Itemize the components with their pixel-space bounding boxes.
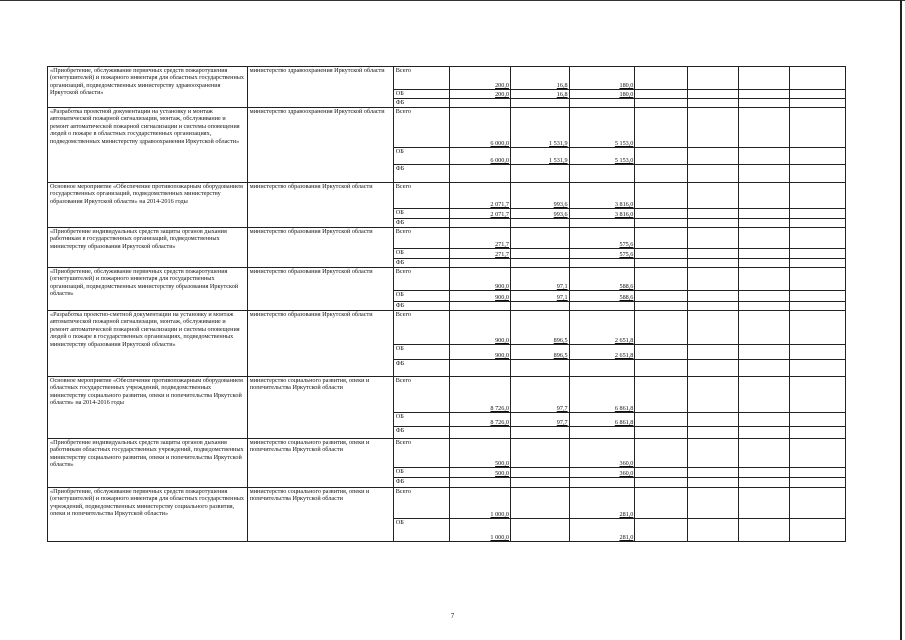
empty-cell <box>789 209 845 219</box>
executor-cell: министерство здравоохранения Иркутской области <box>247 108 393 183</box>
empty-cell <box>688 302 739 311</box>
table-row <box>48 108 846 148</box>
amount-cell-3 <box>569 302 635 311</box>
empty-cell <box>688 108 739 148</box>
funding-source-cell: ФБ <box>393 360 449 377</box>
amount-cell-3: 5 153,0 <box>569 108 635 148</box>
empty-cell <box>789 90 845 99</box>
empty-cell <box>688 478 739 488</box>
amount-cell-1: 271,7 <box>449 228 510 249</box>
table-row <box>48 268 846 291</box>
amount-cell-3 <box>569 99 635 108</box>
empty-cell <box>688 488 739 519</box>
amount-cell-3: 3 816,0 <box>569 209 635 219</box>
amount-cell-2 <box>510 259 569 268</box>
empty-cell <box>739 99 789 108</box>
amount-cell-3: 588,6 <box>569 268 635 291</box>
executor-cell: министерство образования Иркутской области <box>247 183 393 228</box>
empty-cell <box>739 108 789 148</box>
empty-cell <box>635 302 688 311</box>
amount-cell-2: 896,5 <box>510 311 569 345</box>
empty-cell <box>688 148 739 165</box>
empty-cell <box>739 67 789 90</box>
funding-source-cell: Всего <box>393 108 449 148</box>
empty-cell <box>739 228 789 249</box>
amount-cell-2: 16,8 <box>510 67 569 90</box>
amount-cell-3 <box>569 427 635 439</box>
amount-cell-2: 97,7 <box>510 413 569 427</box>
amount-cell-2 <box>510 488 569 519</box>
empty-cell <box>739 439 789 468</box>
empty-cell <box>635 468 688 478</box>
amount-cell-3 <box>569 165 635 183</box>
empty-cell <box>635 291 688 302</box>
amount-cell-3 <box>569 360 635 377</box>
empty-cell <box>635 360 688 377</box>
empty-cell <box>789 302 845 311</box>
empty-cell <box>789 519 845 542</box>
empty-cell <box>635 311 688 345</box>
program-activities-table <box>47 66 846 542</box>
amount-cell-1: 1 000,0 <box>449 488 510 519</box>
empty-cell <box>789 249 845 259</box>
amount-cell-1: 8 726,0 <box>449 413 510 427</box>
funding-source-cell: ОБ <box>393 291 449 302</box>
amount-cell-2: 16,8 <box>510 90 569 99</box>
empty-cell <box>635 209 688 219</box>
empty-cell <box>688 468 739 478</box>
amount-cell-2: 993,6 <box>510 209 569 219</box>
amount-cell-2 <box>510 360 569 377</box>
empty-cell <box>688 377 739 413</box>
activity-name-cell: «Разработка проектно-сметной документации на установку и монтаж автоматической пожарной сигнализации, монтаж, обслуживание и ремонт автоматической пожарной сигнализации и системы оповещения людей о пожаре в государственных организациях, подведомственных министерству образования Иркутской области» <box>48 311 248 377</box>
empty-cell <box>739 377 789 413</box>
empty-cell <box>739 183 789 209</box>
amount-cell-1: 8 726,0 <box>449 377 510 413</box>
amount-cell-1: 500,0 <box>449 468 510 478</box>
funding-source-cell: ФБ <box>393 478 449 488</box>
amount-cell-2 <box>510 99 569 108</box>
amount-cell-1: 200,0 <box>449 90 510 99</box>
executor-cell: министерство социального развития, опеки и попечительства Иркутской области <box>247 377 393 439</box>
empty-cell <box>635 67 688 90</box>
amount-cell-1: 200,0 <box>449 67 510 90</box>
funding-source-cell: Всего <box>393 67 449 90</box>
funding-source-cell: Всего <box>393 311 449 345</box>
empty-cell <box>635 219 688 228</box>
amount-cell-1: 2 071,7 <box>449 183 510 209</box>
amount-cell-2: 1 531,9 <box>510 108 569 148</box>
empty-cell <box>789 377 845 413</box>
empty-cell <box>739 165 789 183</box>
empty-cell <box>635 99 688 108</box>
empty-cell <box>688 249 739 259</box>
amount-cell-1: 900,0 <box>449 291 510 302</box>
empty-cell <box>688 228 739 249</box>
funding-source-cell: ФБ <box>393 99 449 108</box>
empty-cell <box>789 165 845 183</box>
executor-cell: министерство образования Иркутской области <box>247 228 393 268</box>
amount-cell-3: 6 861,8 <box>569 413 635 427</box>
funding-source-cell: ФБ <box>393 219 449 228</box>
amount-cell-2: 1 531,9 <box>510 148 569 165</box>
funding-source-cell: ФБ <box>393 165 449 183</box>
activity-name-cell: Основное мероприятие «Обеспечение противопожарным оборудованием областных государственных учреждений, подведомственных министерству социального развития, опеки и попечительства Иркутской области» на 2014-2016 годы <box>48 377 248 439</box>
funding-source-cell: ФБ <box>393 427 449 439</box>
amount-cell-1: 1 000,0 <box>449 519 510 542</box>
empty-cell <box>635 439 688 468</box>
amount-cell-3: 360,0 <box>569 468 635 478</box>
empty-cell <box>635 165 688 183</box>
empty-cell <box>739 519 789 542</box>
empty-cell <box>789 311 845 345</box>
empty-cell <box>635 268 688 291</box>
amount-cell-3 <box>569 259 635 268</box>
empty-cell <box>789 413 845 427</box>
amount-cell-3: 281,0 <box>569 488 635 519</box>
empty-cell <box>688 67 739 90</box>
funding-source-cell: ФБ <box>393 302 449 311</box>
amount-cell-3: 180,0 <box>569 67 635 90</box>
empty-cell <box>739 219 789 228</box>
funding-source-cell: ОБ <box>393 468 449 478</box>
empty-cell <box>688 360 739 377</box>
funding-source-cell: ОБ <box>393 90 449 99</box>
amount-cell-1: 900,0 <box>449 268 510 291</box>
page-right-edge <box>900 0 902 640</box>
empty-cell <box>635 377 688 413</box>
empty-cell <box>635 345 688 360</box>
empty-cell <box>789 108 845 148</box>
activity-name-cell: «Разработка проектной документации на установку и монтаж автоматической пожарной сигнализации, монтаж, обслуживание и ремонт автоматической пожарной сигнализации и системы оповещения людей о пожаре в областных государственных организациях, подведомственных министерству здравоохранения Иркутской области» <box>48 108 248 183</box>
amount-cell-3: 3 816,0 <box>569 183 635 209</box>
empty-cell <box>635 519 688 542</box>
amount-cell-2 <box>510 427 569 439</box>
empty-cell <box>635 488 688 519</box>
activity-name-cell: «Приобретение индивидуальных средств защиты органов дыхания работникам областных государственных учреждений, подведомственных министерству социального развития, опеки и попечительства Иркутской области» <box>48 439 248 488</box>
activity-name-cell: Основное мероприятие «Обеспечение противопожарным оборудованием государственных организаций, подведомственных министерству образования Иркутской области» на 2014-2016 годы <box>48 183 248 228</box>
amount-cell-1: 6 000,0 <box>449 148 510 165</box>
empty-cell <box>688 519 739 542</box>
empty-cell <box>688 311 739 345</box>
empty-cell <box>688 165 739 183</box>
amount-cell-3: 575,6 <box>569 249 635 259</box>
amount-cell-2 <box>510 219 569 228</box>
empty-cell <box>789 99 845 108</box>
amount-cell-3: 575,6 <box>569 228 635 249</box>
table-row <box>48 311 846 345</box>
page-number: 7 <box>450 612 455 620</box>
amount-cell-3: 281,0 <box>569 519 635 542</box>
empty-cell <box>739 360 789 377</box>
empty-cell <box>739 413 789 427</box>
amount-cell-3: 588,6 <box>569 291 635 302</box>
empty-cell <box>789 219 845 228</box>
amount-cell-2: 896,5 <box>510 345 569 360</box>
amount-cell-3: 6 861,8 <box>569 377 635 413</box>
empty-cell <box>739 148 789 165</box>
amount-cell-3: 2 651,8 <box>569 311 635 345</box>
page-top-edge <box>0 0 905 1</box>
empty-cell <box>635 228 688 249</box>
empty-cell <box>789 148 845 165</box>
funding-source-cell: ОБ <box>393 345 449 360</box>
amount-cell-1 <box>449 478 510 488</box>
amount-cell-3: 2 651,8 <box>569 345 635 360</box>
empty-cell <box>688 291 739 302</box>
amount-cell-2 <box>510 439 569 468</box>
table-row <box>48 228 846 249</box>
empty-cell <box>688 209 739 219</box>
funding-source-cell: ОБ <box>393 148 449 165</box>
activity-name-cell: «Приобретение, обслуживание первичных средств пожаротушения (огнетушителей) и пожарного инвентаря для государственных организаций, подведомственных министерству образования Иркутской области» <box>48 268 248 311</box>
empty-cell <box>789 427 845 439</box>
amount-cell-1 <box>449 219 510 228</box>
table-row <box>48 67 846 90</box>
amount-cell-2 <box>510 228 569 249</box>
amount-cell-2 <box>510 302 569 311</box>
empty-cell <box>739 345 789 360</box>
activity-name-cell: «Приобретение, обслуживание первичных средств пожаротушения (огнетушителей) и пожарного инвентаря для областных государственных учреждений, подведомственных министерству социального развития, опеки и попечительства Иркутской области» <box>48 488 248 542</box>
empty-cell <box>739 90 789 99</box>
funding-source-cell: ОБ <box>393 413 449 427</box>
table-body <box>48 67 846 542</box>
amount-cell-2: 993,6 <box>510 183 569 209</box>
empty-cell <box>635 478 688 488</box>
amount-cell-1 <box>449 165 510 183</box>
funding-source-cell: ОБ <box>393 519 449 542</box>
empty-cell <box>688 413 739 427</box>
empty-cell <box>688 219 739 228</box>
empty-cell <box>635 148 688 165</box>
empty-cell <box>688 427 739 439</box>
empty-cell <box>739 302 789 311</box>
empty-cell <box>635 108 688 148</box>
empty-cell <box>789 478 845 488</box>
amount-cell-2: 97,7 <box>510 377 569 413</box>
amount-cell-1 <box>449 427 510 439</box>
funding-source-cell: ОБ <box>393 249 449 259</box>
activity-name-cell: «Приобретение индивидуальных средств защиты органов дыхания работникам в государственных организаций, подведомственных министерству образования Иркутской области» <box>48 228 248 268</box>
empty-cell <box>739 249 789 259</box>
amount-cell-1: 2 071,7 <box>449 209 510 219</box>
empty-cell <box>789 345 845 360</box>
empty-cell <box>789 488 845 519</box>
funding-source-cell: Всего <box>393 183 449 209</box>
empty-cell <box>789 360 845 377</box>
amount-cell-1 <box>449 99 510 108</box>
empty-cell <box>789 291 845 302</box>
empty-cell <box>635 427 688 439</box>
empty-cell <box>739 488 789 519</box>
empty-cell <box>739 427 789 439</box>
funding-source-cell: ОБ <box>393 209 449 219</box>
empty-cell <box>688 439 739 468</box>
amount-cell-2 <box>510 249 569 259</box>
empty-cell <box>789 468 845 478</box>
amount-cell-1: 271,7 <box>449 249 510 259</box>
empty-cell <box>739 268 789 291</box>
amount-cell-2 <box>510 478 569 488</box>
empty-cell <box>688 259 739 268</box>
empty-cell <box>688 99 739 108</box>
table-row <box>48 439 846 468</box>
amount-cell-3: 5 153,0 <box>569 148 635 165</box>
empty-cell <box>635 259 688 268</box>
amount-cell-1 <box>449 259 510 268</box>
empty-cell <box>688 345 739 360</box>
amount-cell-2: 97,1 <box>510 268 569 291</box>
empty-cell <box>739 468 789 478</box>
funding-source-cell: Всего <box>393 377 449 413</box>
table-row <box>48 377 846 413</box>
amount-cell-2: 97,1 <box>510 291 569 302</box>
empty-cell <box>635 183 688 209</box>
funding-source-cell: Всего <box>393 439 449 468</box>
funding-source-cell: ФБ <box>393 259 449 268</box>
empty-cell <box>789 183 845 209</box>
executor-cell: министерство здравоохранения Иркутской области <box>247 67 393 108</box>
amount-cell-1: 900,0 <box>449 345 510 360</box>
amount-cell-3 <box>569 478 635 488</box>
empty-cell <box>688 183 739 209</box>
empty-cell <box>789 228 845 249</box>
empty-cell <box>739 291 789 302</box>
amount-cell-3: 360,0 <box>569 439 635 468</box>
executor-cell: министерство социального развития, опеки и попечительства Иркутской области <box>247 488 393 542</box>
empty-cell <box>739 311 789 345</box>
funding-source-cell: Всего <box>393 228 449 249</box>
amount-cell-3 <box>569 219 635 228</box>
amount-cell-3: 180,0 <box>569 90 635 99</box>
empty-cell <box>635 413 688 427</box>
amount-cell-1 <box>449 360 510 377</box>
empty-cell <box>688 90 739 99</box>
empty-cell <box>789 259 845 268</box>
funding-source-cell: Всего <box>393 488 449 519</box>
executor-cell: министерство образования Иркутской области <box>247 268 393 311</box>
amount-cell-2 <box>510 165 569 183</box>
table-row <box>48 488 846 519</box>
funding-source-cell: Всего <box>393 268 449 291</box>
empty-cell <box>635 249 688 259</box>
amount-cell-1 <box>449 302 510 311</box>
empty-cell <box>688 268 739 291</box>
executor-cell: министерство образования Иркутской области <box>247 311 393 377</box>
table-row <box>48 183 846 209</box>
amount-cell-2 <box>510 468 569 478</box>
empty-cell <box>789 67 845 90</box>
amount-cell-2 <box>510 519 569 542</box>
empty-cell <box>635 90 688 99</box>
empty-cell <box>739 209 789 219</box>
empty-cell <box>739 259 789 268</box>
activity-name-cell: «Приобретение, обслуживание первичных средств пожаротушения (огнетушителей) и пожарного инвентаря для областных государственных организаций, подведомственных министерству здравоохранения Иркутской области» <box>48 67 248 108</box>
amount-cell-1: 6 000,0 <box>449 108 510 148</box>
empty-cell <box>739 478 789 488</box>
amount-cell-1: 500,0 <box>449 439 510 468</box>
executor-cell: министерство социального развития, опеки и попечительства Иркутской области <box>247 439 393 488</box>
empty-cell <box>789 439 845 468</box>
amount-cell-1: 900,0 <box>449 311 510 345</box>
empty-cell <box>789 268 845 291</box>
